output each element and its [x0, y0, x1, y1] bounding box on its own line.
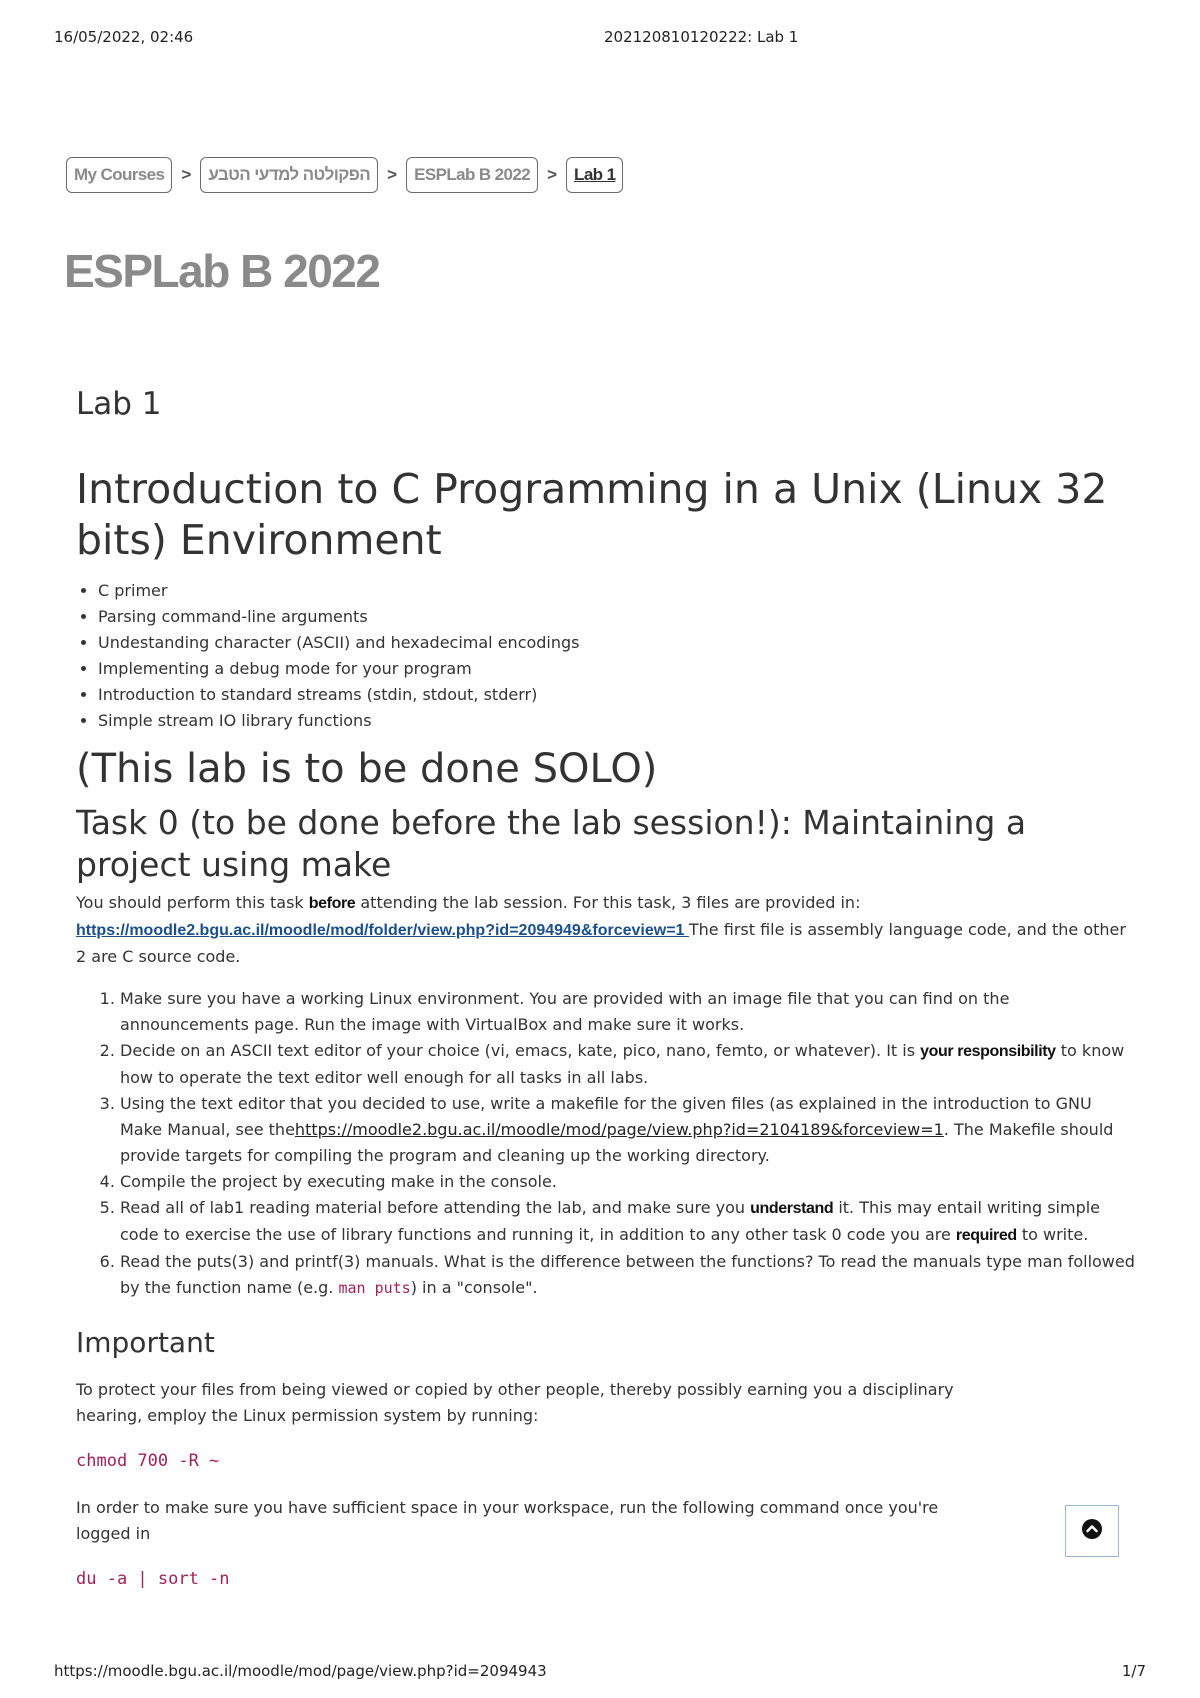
list-item: • Simple stream IO library functions — [98, 708, 1136, 734]
important-para-permissions: To protect your files from being viewed or copied by other people, thereby possibly earning you a disciplinary hearing, employ the Linux permission system by running: — [76, 1380, 954, 1425]
make-manual-link[interactable]: https://moodle2.bgu.ac.il/moodle/mod/page/view.php?id=2104189&forceview=1 — [294, 1120, 944, 1139]
intro-text: The first file is assembly language code, and the other 2 are C source code. — [76, 920, 1126, 966]
print-header — [54, 28, 1146, 48]
step-text: Read all of lab1 reading material before attending the lab, and make sure you — [120, 1198, 751, 1217]
print-url: https://moodle.bgu.ac.il/moodle/mod/page/view.php?id=2094943 — [54, 1662, 547, 1680]
step-text: to know how to operate the text editor well enough for all tasks in all labs. — [120, 1041, 1125, 1087]
chmod-command: chmod 700 -R ~ — [76, 1451, 220, 1471]
page-number: 1/7 — [1121, 1662, 1146, 1680]
course-title: ESPLab B 2022 — [64, 245, 380, 297]
task0-files-link[interactable]: https://moodle2.bgu.ac.il/moodle/mod/folder/view.php?id=2094949&forceview=1 — [76, 922, 689, 939]
inline-code: man puts — [338, 1279, 411, 1297]
task0-steps — [76, 986, 1136, 1301]
breadcrumb-faculty[interactable]: הפקולטה למדעי הטבע — [200, 157, 378, 193]
print-datetime: 16/05/2022, 02:46 — [54, 28, 194, 46]
task0-intro — [76, 890, 1136, 970]
intro-bold: before — [308, 895, 356, 912]
step-text: Using the text editor that you decided to use, write a makefile for the given files (as explained in the introduction to GNU Make Manual, see the — [120, 1094, 1092, 1139]
topics-list — [76, 578, 1136, 734]
step-text: . The Makefile should provide targets for compiling the program and cleaning up the working directory. — [120, 1120, 1114, 1165]
step-text: Compile the project by executing make in the console. — [120, 1172, 557, 1191]
intro-text: You should perform this task — [76, 893, 309, 912]
main-title: Introduction to C Programming in a Unix (Linux 32 bits) Environment — [76, 465, 1108, 564]
step-text: ) in a "console". — [410, 1278, 538, 1297]
list-item — [120, 1169, 1136, 1195]
page-content — [76, 384, 1136, 1613]
list-item: • Implementing a debug mode for your program — [98, 656, 1136, 682]
chevron-up-circle-icon — [1081, 1518, 1103, 1544]
back-to-top-button[interactable] — [1065, 1505, 1119, 1557]
breadcrumb-separator: > — [387, 165, 398, 184]
list-item — [120, 986, 1136, 1038]
list-item — [120, 1195, 1136, 1249]
step-text: it. This may entail writing simple code to exercise the use of library functions and running it, in addition to any other task 0 code you are — [120, 1198, 1101, 1244]
step-bold: required — [955, 1227, 1017, 1244]
step-text: Decide on an ASCII text editor of your choice (vi, emacs, kate, pico, nano, femto, or whatever). It is — [120, 1041, 921, 1060]
list-item: • Introduction to standard streams (stdin, stdout, stderr) — [98, 682, 1136, 708]
breadcrumb-separator: > — [181, 165, 192, 184]
list-item — [120, 1091, 1136, 1169]
step-text: Read the puts(3) and printf(3) manuals. What is the difference between the functions? To read the manuals type man followed by the function name (e.g. — [120, 1252, 1135, 1297]
step-bold: your responsibility — [920, 1043, 1056, 1060]
breadcrumb-current-page[interactable]: Lab 1 — [566, 157, 623, 193]
intro-text: attending the lab session. For this task, 3 files are provided in: — [355, 893, 861, 912]
list-item: • Undestanding character (ASCII) and hexadecimal encodings — [98, 630, 1136, 656]
du-command: du -a | sort -n — [76, 1569, 230, 1589]
list-item — [120, 1038, 1136, 1091]
important-heading: Important — [76, 1326, 215, 1359]
print-doc-title: 202120810120222: Lab 1 — [604, 28, 799, 46]
list-item: • Parsing command-line arguments — [98, 604, 1136, 630]
breadcrumb-my-courses[interactable]: My Courses — [66, 157, 172, 193]
step-text: to write. — [1016, 1225, 1089, 1244]
print-footer — [54, 1662, 1146, 1682]
breadcrumb-course[interactable]: ESPLab B 2022 — [406, 157, 538, 193]
breadcrumb — [66, 157, 623, 193]
important-para-space: In order to make sure you have sufficient space in your workspace, run the following command once you're logged in — [76, 1498, 939, 1543]
list-item: • C primer — [98, 578, 1136, 604]
solo-note: (This lab is to be done SOLO) — [76, 746, 658, 792]
page-heading: Lab 1 — [76, 386, 162, 422]
task0-title: Task 0 (to be done before the lab session!): Maintaining a project using make — [76, 803, 1027, 884]
breadcrumb-separator: > — [547, 165, 558, 184]
step-text: Make sure you have a working Linux environment. You are provided with an image file that you can find on the announcements page. Run the image with VirtualBox and make sure it works. — [120, 989, 1010, 1034]
list-item — [120, 1249, 1136, 1301]
step-bold: understand — [750, 1200, 834, 1217]
